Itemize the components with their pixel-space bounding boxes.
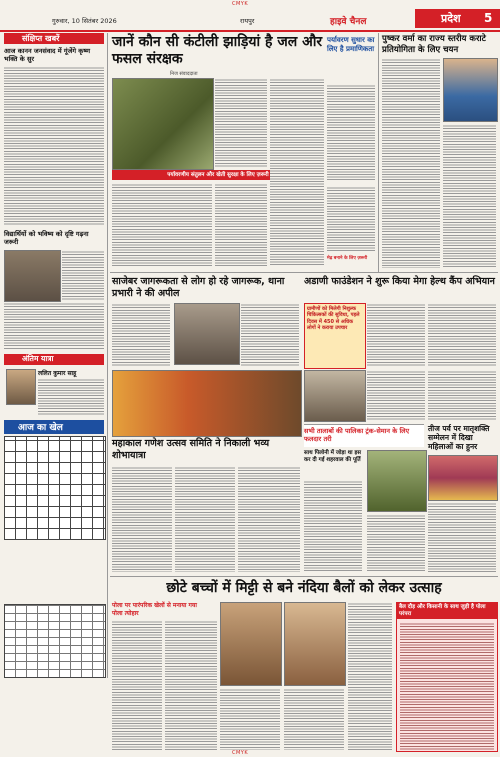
masthead (0, 8, 500, 32)
teej-photo (428, 455, 498, 501)
bottom-photo-2 (284, 602, 346, 686)
tribute-photo (6, 369, 36, 405)
lead-body-2 (112, 183, 212, 267)
lead-side-label: मेढ़ बनाने के लिए ज़रूरी (327, 256, 368, 261)
tribute-header-label: अंतिम यात्रा (22, 354, 54, 363)
lead-caption-label: पर्यावरणीय संतुलन और खेती सुरक्षा के लिए ज़रूरी (167, 172, 269, 178)
top-right-body-1 (382, 58, 440, 268)
tree-body-1 (304, 480, 362, 572)
procession-body-1 (112, 466, 172, 572)
bottom-title: छोटे बच्चों में मिट्टी से बने नंदिया बैलों को लेकर उत्साह (166, 580, 442, 596)
lead-body-4 (270, 78, 324, 267)
top-right-body-2 (443, 124, 496, 268)
divider-lower (110, 576, 498, 577)
masthead-date: गुरुवार, 10 सितंबर 2026 (52, 17, 117, 25)
mid-right-body-3 (367, 370, 425, 420)
lead-side-body-2 (327, 186, 375, 252)
tree-body-2 (367, 514, 425, 572)
page-number: 5 (484, 11, 493, 25)
crossword-title: आज का खेल (18, 423, 63, 433)
right-col-rule (378, 33, 379, 273)
bottom-body-4 (284, 688, 344, 750)
section-label: प्रदेश (441, 12, 461, 25)
crossword-header (4, 420, 104, 434)
lead-title: जानें कौन सी कंटीली झाड़ियां है जल और फसल संरक्षक (112, 34, 323, 67)
section-title (415, 9, 500, 28)
tribute-body (38, 378, 104, 416)
lead-body-3 (215, 183, 267, 267)
news-header-label: संक्षिप्त खबरें (22, 34, 60, 43)
lead-byline: निज संवाददाता (170, 71, 198, 77)
lead-photo (112, 78, 214, 170)
news-header (4, 33, 104, 44)
bottom-left-title: पोला पर पारंपरिक खेलों से मनाया गया पोला त्योहार (112, 602, 197, 617)
masthead-city: रायपुर (240, 17, 255, 25)
mid-right-title: अडाणी फाउंडेशन ने शुरू किया मेगा हेल्थ कैंप अभियान (304, 276, 495, 287)
procession-body-3 (238, 466, 300, 572)
news2-title: विद्यार्थियों को भविष्य को दृष्टि गढ़ना जरूरी (4, 230, 89, 246)
tree-sub: साथ पिलोनी में जोड़ा था इस कर दी गई शहरवाल की पूर्ति (304, 450, 361, 463)
crossword-grid (4, 436, 106, 540)
mid-right-photo-1 (304, 370, 366, 422)
left-col-rule (107, 33, 108, 678)
news1-title: आज कानन जनसंवाद में गूंजेंगे कृष्ण भक्ति के सुर (4, 47, 91, 63)
bottom-body-1 (112, 620, 162, 750)
procession-body-2 (175, 466, 235, 572)
mid-left-photo (174, 303, 240, 365)
bottom-photo-1 (220, 602, 282, 686)
news1-body (4, 66, 104, 226)
top-right-title: पुष्कर वर्मा का राज्य स्तरीय कराटे प्रतियोगिता के लिए चयन (382, 34, 486, 55)
procession-photo (112, 370, 302, 437)
mid-right-body-1 (367, 303, 425, 367)
sudoku-grid (4, 604, 106, 678)
bottom-body-3 (220, 688, 280, 750)
tribute-header (4, 354, 104, 365)
teej-title: तीज पर्व पर मातृशक्ति सम्मेलन में दिखा महिलाओं का हुनर (428, 424, 490, 451)
lead-side-title: पर्यावरण सुधार का लिए है प्रमाणिकता (327, 36, 375, 53)
mid-left-title: साजेबर जागरूकता से लोग हो रहे जागरूक, थाना प्रभारी ने की अपील (112, 276, 285, 299)
news2-photo (4, 250, 61, 302)
cmyk-mark-top: CMYK (232, 1, 249, 7)
masthead-brand: हाइवे चैनल (330, 17, 367, 27)
tree-title-label: सभी तालाबों की पालिका ट्रंक-सेमान के लिए फलदार तरी (304, 427, 410, 443)
mid-left-body-1 (112, 303, 170, 367)
tribute-name: ललित कुमार साहू (38, 370, 77, 377)
mid-right-body-2 (428, 303, 496, 367)
top-right-photo (443, 58, 498, 122)
bottom-right-title: बैल दौड़ और किसानी के साथ जुड़ी है पोला परंपरा (397, 603, 497, 619)
lead-side-body (327, 84, 375, 182)
teej-body (428, 502, 496, 572)
news2-body-side (62, 250, 104, 300)
lead-body-1 (215, 78, 267, 168)
tree-title (304, 424, 424, 447)
mid-right-body-4 (428, 370, 496, 420)
bottom-right-box (396, 602, 498, 752)
mid-right-box (304, 303, 366, 369)
procession-title: महाकाल गणेश उत्सव समिति ने निकाली भव्य शोभायात्रा (112, 438, 270, 461)
cmyk-mark-bottom: CMYK (232, 750, 249, 756)
bottom-body-5 (348, 602, 392, 750)
mid-right-box-text: ग्रामीणों को मिलेगी निशुल्क चिकित्सकों की सुविधा, पहले दिवस में 450 से अधिक लोगों ने कराया उपचार (307, 306, 360, 331)
bottom-body-2 (165, 620, 217, 750)
news2-body (4, 302, 104, 350)
bottom-right-body (400, 622, 494, 750)
tree-photo (367, 450, 427, 512)
divider-upper (110, 272, 498, 273)
mid-left-body-2 (241, 303, 299, 367)
